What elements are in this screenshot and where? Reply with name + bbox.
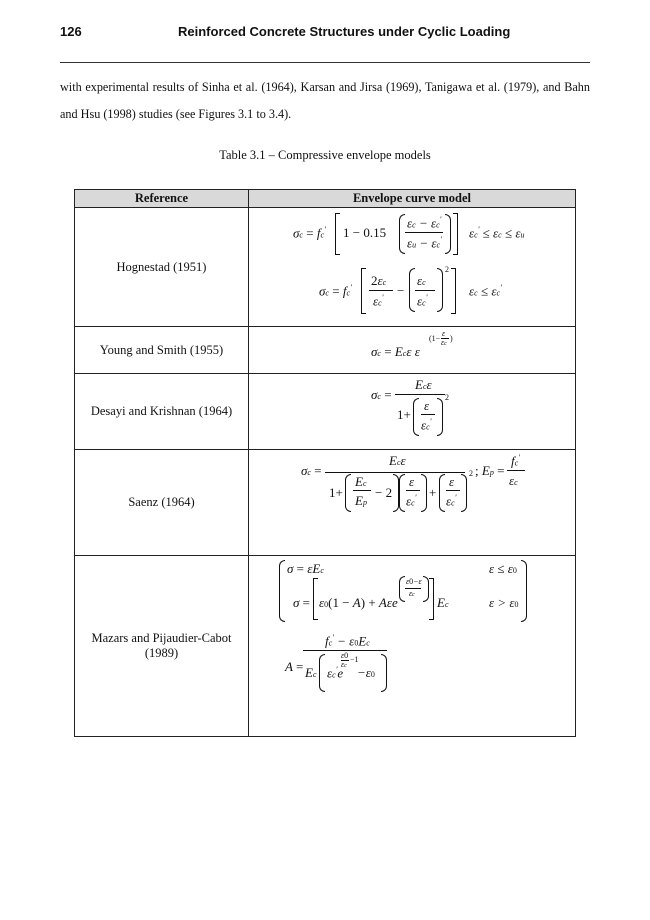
- header-rule: [60, 62, 590, 63]
- reference-cell: Mazars and Pijaudier-Cabot (1989): [75, 556, 249, 737]
- header-reference: Reference: [75, 190, 249, 208]
- book-title: Reinforced Concrete Structures under Cyclic Loading: [178, 24, 511, 39]
- header-envelope-model: Envelope curve model: [249, 190, 576, 208]
- reference-cell: Saenz (1964): [75, 450, 249, 556]
- reference-cell: Young and Smith (1955): [75, 327, 249, 374]
- table-caption: Table 3.1 – Compressive envelope models: [219, 148, 431, 162]
- table-row: [75, 208, 576, 327]
- body-paragraph: with experimental results of Sinha et al. (1964), Karsan and Jirsa (1969), Tanigawa et al. (1979), and Bahn and Hsu (1998) studies (see Figures 3.1 to 3.4).: [60, 80, 590, 121]
- reference-cell: Hognestad (1951): [75, 208, 249, 327]
- equation-cell: σc = fc' 1 − 0.15 εc − εc' εu − εc' εc' ≤ εc ≤ εu σc = fc' 2εc εc' − εc εc' 2 εc ≤ εc': [249, 208, 576, 327]
- equation-cell: σc = Ecε 1+ ε εc' 2: [249, 374, 576, 450]
- running-head: [60, 24, 590, 44]
- equation-cell: σ = εEc ε ≤ ε0 σ = ε0(1 − A) + Aεe ε0−ε εc Ec ε > ε0 A = fc' − ε0Ec Ec εc'e ε0 εc −1 −ε0: [249, 556, 576, 737]
- equation-cell: σc = Ecε 1+ Ec Ep − 2 ε εc' + ε εc' 2 ; Ep = fc' εc: [249, 450, 576, 556]
- table-row: [75, 450, 576, 556]
- table-row: [75, 374, 576, 450]
- envelope-models-table: [74, 189, 576, 737]
- equation-cell: σc = Ecε ε (1− ε εc ): [249, 327, 576, 374]
- page-number: 126: [60, 24, 82, 39]
- table-row: [75, 556, 576, 737]
- table-row: [75, 327, 576, 374]
- table-header-row: [75, 190, 576, 208]
- reference-cell: Desayi and Krishnan (1964): [75, 374, 249, 450]
